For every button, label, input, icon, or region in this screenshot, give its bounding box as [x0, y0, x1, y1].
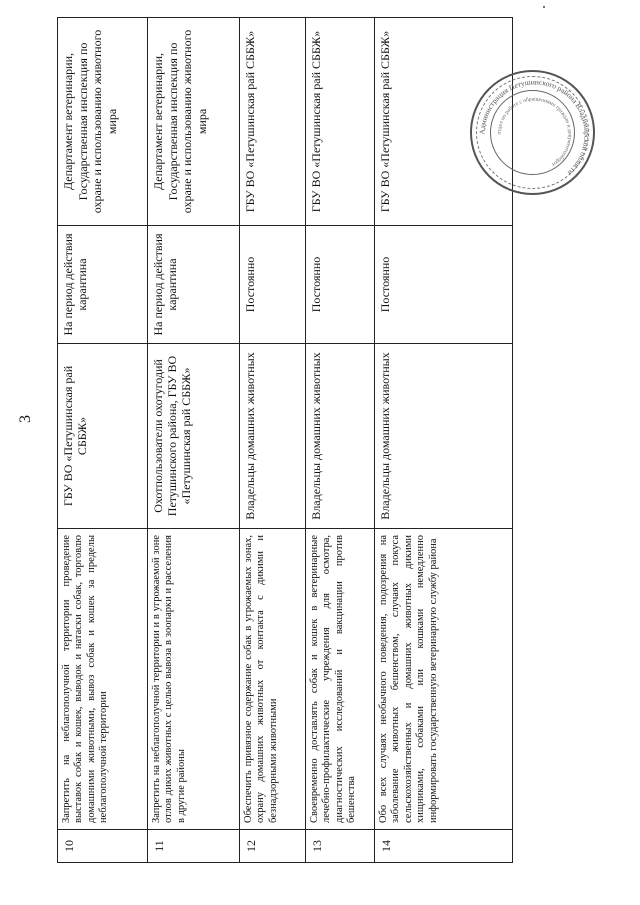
responsible-cell: ГБУ ВО «Петушинская рай СББЖ»	[375, 18, 513, 226]
measure-cell: Запретить на неблагополучной территории и в угрожаемой зоне отлов диких животных с целью вывоза в зоопарки и расселения в другие районы	[148, 529, 240, 830]
row-number: 11	[148, 830, 240, 863]
row-number: 10	[58, 830, 148, 863]
executor-cell: Владельцы домашних животных	[375, 344, 513, 529]
measure-cell: Обеспечить привязное содержание собак в угрожаемых зонах, охрану домашних животных от контакта с дикими и безнадзорными животными	[240, 529, 306, 830]
table-row	[148, 18, 240, 863]
responsible-cell: ГБУ ВО «Петушинская рай СББЖ»	[306, 18, 375, 226]
scan-speck	[543, 6, 545, 8]
measure-cell: Обо всех случаях необычного поведения, подозрения на заболевание животных бешенством, случаях покуса сельскохозяйственных и домашних животных дикими хищниками, собаками или кошками немедленно информировать государственную ветеринарную службу района	[375, 529, 513, 830]
row-number: 13	[306, 830, 375, 863]
executor-cell: Владельцы домашних животных	[240, 344, 306, 529]
period-cell: На период действия карантина	[148, 226, 240, 344]
row-number: 14	[375, 830, 513, 863]
seal-lettering	[472, 72, 597, 197]
responsible-cell: Департамент ветеринарии, Государственная инспекция по охране и использованию животного мира	[148, 18, 240, 226]
official-seal	[470, 70, 595, 195]
measure-cell: Запретить на неблагополучной территории проведение выставок собак и кошек, выводок и натаски собак, торговлю домашними животными, вывоз собак и кошек за пределы неблагополучной территории	[58, 529, 148, 830]
period-cell: Постоянно	[375, 226, 513, 344]
responsible-cell: Департамент ветеринарии, Государственная инспекция по охране и использованию животного мира	[58, 18, 148, 226]
period-cell: На период действия карантина	[58, 226, 148, 344]
period-cell: Постоянно	[306, 226, 375, 344]
period-cell: Постоянно	[240, 226, 306, 344]
plan-table-rotated	[57, 18, 512, 863]
responsible-cell: ГБУ ВО «Петушинская рай СББЖ»	[240, 18, 306, 226]
executor-cell: Охотпользователи охотугодий Петушинского района, ГБУ ВО «Петушинская рай СББЖ»	[148, 344, 240, 529]
measures-table	[57, 17, 513, 863]
table-row	[306, 18, 375, 863]
row-number: 12	[240, 830, 306, 863]
executor-cell: Владельцы домашних животных	[306, 344, 375, 529]
measure-cell: Своевременно доставлять собак и кошек в ветеринарные лечебно-профилактические учреждения для осмотра, диагностических исследований и вакцинации против бешенства	[306, 529, 375, 830]
table-row	[240, 18, 306, 863]
table-row	[58, 18, 148, 863]
executor-cell: ГБУ ВО «Петушинская рай СББЖ»	[58, 344, 148, 529]
svg-text:Администрация Петушинского рай: Администрация Петушинского района Владимирской области	[477, 77, 592, 178]
page-number: 3	[17, 415, 34, 423]
svg-text:отдел по работе с обращениями: отдел по работе с обращениями граждан и документооборот	[496, 96, 573, 168]
